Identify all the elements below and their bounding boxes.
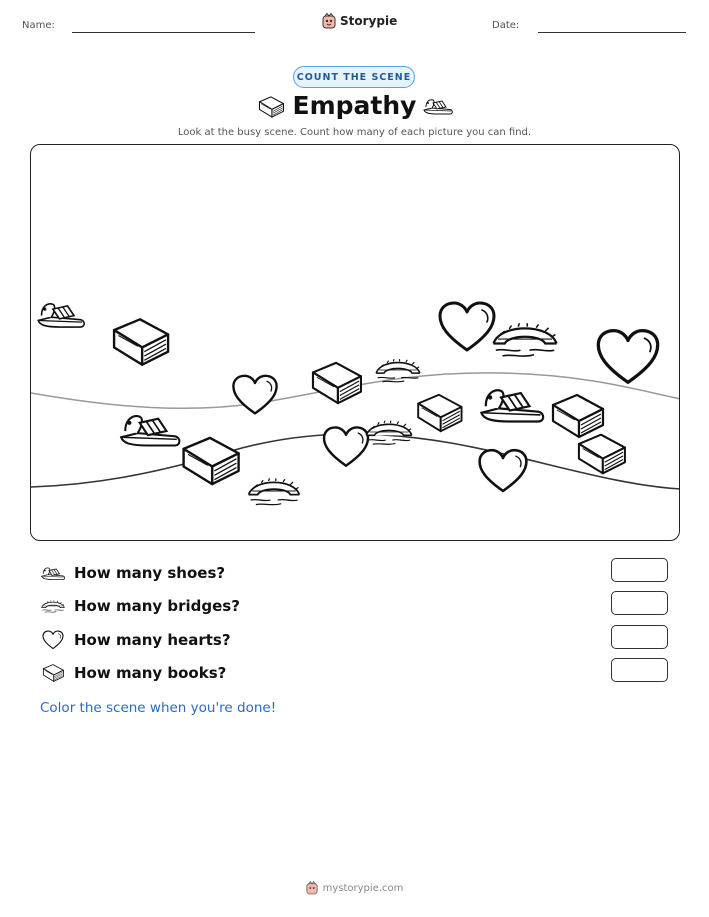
brand-logo xyxy=(322,13,397,29)
shoe-icon xyxy=(121,416,179,445)
answer-box-books[interactable] xyxy=(611,658,668,682)
footer-site: mystorypie.com xyxy=(322,882,404,894)
shoe-icon xyxy=(422,95,454,117)
storypie-logo-icon xyxy=(322,13,336,29)
book-icon xyxy=(114,319,168,364)
scene-panel xyxy=(30,144,680,541)
book-icon xyxy=(184,438,239,484)
question-text: How many hearts? xyxy=(74,631,231,649)
name-label: Name: xyxy=(22,20,55,31)
closing-instruction: Color the scene when you're done! xyxy=(40,700,277,716)
activity-badge: COUNT THE SCENE xyxy=(293,66,415,88)
question-text: How many shoes? xyxy=(74,564,226,582)
question-books xyxy=(40,660,680,686)
question-shoes xyxy=(40,560,680,586)
book-icon xyxy=(418,395,461,431)
page-title: Empathy xyxy=(292,91,417,120)
date-label: Date: xyxy=(492,20,520,31)
answer-box-hearts[interactable] xyxy=(611,625,668,649)
heart-icon xyxy=(324,427,368,465)
brand-name: Storypie xyxy=(340,14,398,28)
shoe-icon xyxy=(481,390,543,421)
shoe-icon xyxy=(40,564,66,582)
bridge-icon xyxy=(494,323,557,356)
question-text: How many books? xyxy=(74,664,227,682)
heart-icon xyxy=(598,331,657,383)
storypie-logo-icon xyxy=(306,881,318,895)
answer-box-bridges[interactable] xyxy=(611,591,668,615)
heart-icon xyxy=(440,303,494,350)
answer-box-shoes[interactable] xyxy=(611,558,668,582)
question-bridges xyxy=(40,593,680,619)
book-icon xyxy=(553,395,603,437)
book-icon xyxy=(40,663,66,683)
heart-icon xyxy=(41,630,65,650)
bridge-icon xyxy=(249,478,300,504)
date-field[interactable] xyxy=(538,32,686,33)
shoe-icon xyxy=(38,304,84,327)
bridge-icon xyxy=(40,597,66,615)
footer xyxy=(0,881,709,895)
question-hearts xyxy=(40,627,680,653)
name-field[interactable] xyxy=(72,32,255,33)
heart-icon xyxy=(233,376,276,414)
bridge-icon xyxy=(366,421,412,445)
book-icon xyxy=(579,435,625,474)
scene-drawing xyxy=(31,145,680,541)
heart-icon xyxy=(480,450,527,491)
question-text: How many bridges? xyxy=(74,597,240,615)
instructions: Look at the busy scene. Count how many of each picture you can find. xyxy=(177,127,532,138)
book-icon xyxy=(313,363,361,403)
